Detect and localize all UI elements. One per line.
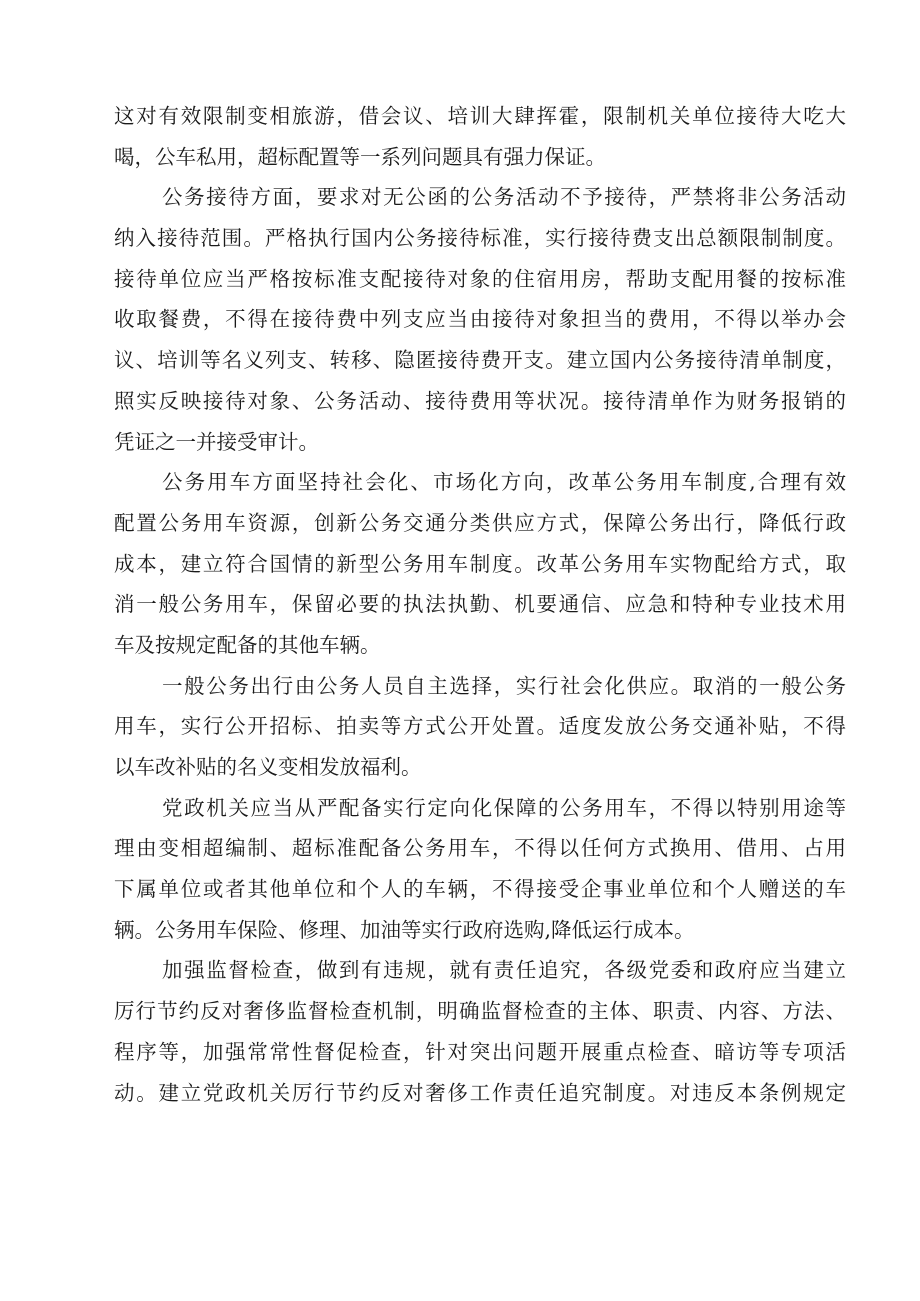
text-line: 理由变相超编制、超标准配备公务用车，不得以任何方式换用、借用、占用 [114,836,846,861]
text-line: 收取餐费，不得在接待费中列支应当由接待对象担当的费用，不得以举办会 [114,307,846,332]
text-line: 公务用车方面坚持社会化、市场化方向，改革公务用车制度,合理有效 [162,470,846,495]
text-line: 配置公务用车资源，创新公务交通分类供应方式，保障公务出行，降低行政 [114,510,846,535]
text-line: 厉行节约反对奢侈监督检查机制，明确监督检查的主体、职责、内容、方法、 [114,999,846,1024]
text-line: 下属单位或者其他单位和个人的车辆，不得接受企事业单位和个人赠送的车 [114,877,846,902]
text-line: 凭证之一并接受审计。 [114,429,319,454]
text-line: 党政机关应当从严配备实行定向化保障的公务用车，不得以特别用途等 [162,795,846,820]
text-line: 议、培训等名义列支、转移、隐匿接待费开支。建立国内公务接待清单制度， [114,348,846,373]
text-line: 车及按规定配备的其他车辆。 [114,632,381,657]
text-line: 辆。公务用车保险、修理、加油等实行政府选购,降低运行成本。 [114,917,695,942]
text-line: 动。建立党政机关厉行节约反对奢侈工作责任追究制度。对违反本条例规定 [114,1080,846,1105]
text-line: 用车，实行公开招标、拍卖等方式公开处置。适度发放公务交通补贴，不得 [114,714,846,739]
document-body [114,96,846,1113]
text-line: 照实反映接待对象、公务活动、接待费用等状况。接待清单作为财务报销的 [114,388,846,413]
text-line: 这对有效限制变相旅游，借会议、培训大肆挥霍，限制机关单位接待大吃大 [114,104,846,128]
text-line: 一般公务出行由公务人员自主选择，实行社会化供应。取消的一般公务 [162,673,846,698]
text-line: 以车改补贴的名义变相发放福利。 [114,755,422,779]
text-line: 公务接待方面，要求对无公函的公务活动不予接待，严禁将非公务活动 [162,185,846,210]
text-line: 喝，公车私用，超标配置等一系列问题具有强力保证。 [114,144,606,169]
text-line: 消一般公务用车，保留必要的执法执勤、机要通信、应急和特种专业技术用 [114,592,846,617]
text-line: 加强监督检查，做到有违规，就有责任追究，各级党委和政府应当建立 [162,958,846,983]
text-line: 成本，建立符合国情的新型公务用车制度。改革公务用车实物配给方式，取 [114,551,846,576]
text-line: 接待单位应当严格按标准支配接待对象的住宿用房，帮助支配用餐的按标准 [114,266,846,291]
text-line: 纳入接待范围。严格执行国内公务接待标准，实行接待费支出总额限制制度。 [114,226,846,251]
text-line: 程序等，加强常常性督促检查，针对突出问题开展重点检查、暗访等专项活 [114,1039,846,1064]
